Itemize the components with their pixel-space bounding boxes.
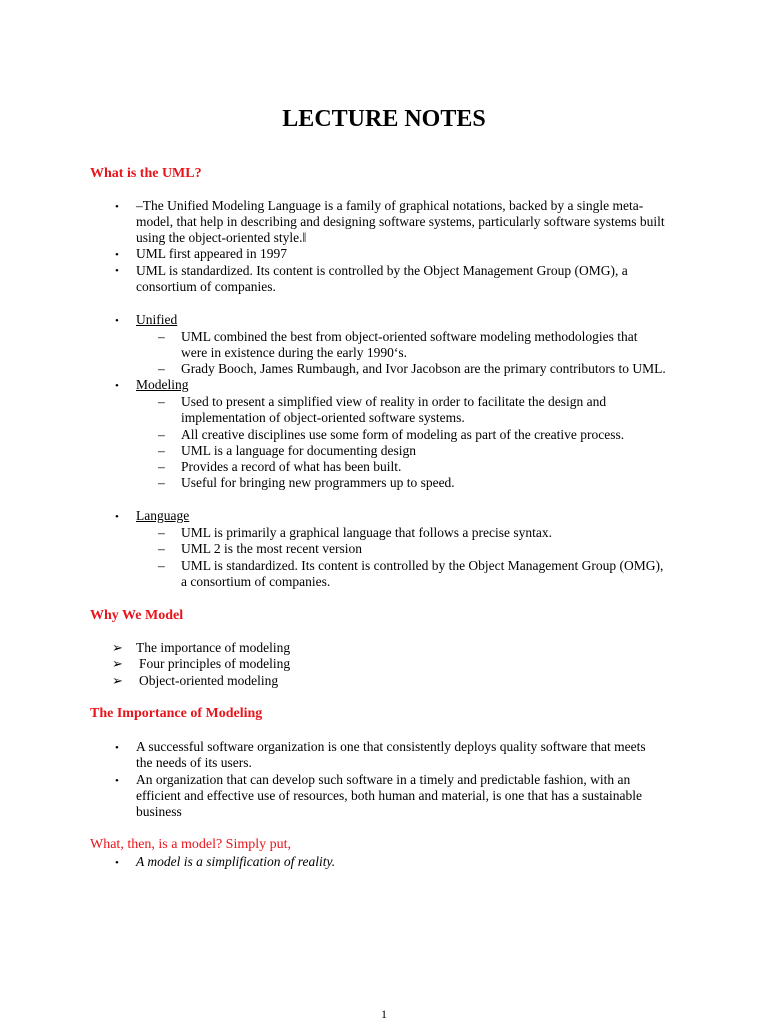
bullet-icon: • [115,315,119,327]
language-item-3-line-1: UML is standardized. Its content is controlled by the Object Management Group (OMG), [181,558,664,573]
dash-icon: – [158,394,165,409]
language-item-2: UML 2 is the most recent version [181,541,362,556]
bullet-icon: • [115,511,119,523]
uml-bullet-3-line-1: UML is standardized. Its content is controlled by the Object Management Group (OMG), a [136,263,628,278]
section-heading-importance: The Importance of Modeling [90,706,263,721]
modeling-item-5: Useful for bringing new programmers up to speed. [181,475,455,490]
dash-icon: – [158,459,165,474]
dash-icon: – [158,558,165,573]
arrow-bullet-icon: ➢ [112,656,123,671]
unified-item-1-line-1: UML combined the best from object-oriented software modeling methodologies that [181,329,638,344]
bullet-icon: • [115,265,119,277]
importance-bullet-1-line-2: the needs of its users. [136,755,252,770]
modeling-item-1-line-2: implementation of object-oriented software systems. [181,410,465,425]
dash-icon: – [158,361,165,376]
dash-icon: – [158,427,165,442]
bullet-icon: • [115,249,119,261]
bullet-icon: • [115,742,119,754]
modeling-item-4: Provides a record of what has been built. [181,459,402,474]
modeling-label: Modeling [136,377,189,392]
language-label: Language [136,508,190,523]
uml-bullet-1-line-1: –The Unified Modeling Language is a family of graphical notations, backed by a single meta- [136,198,644,213]
language-item-3-line-2: a consortium of companies. [181,574,331,589]
dash-icon: – [158,525,165,540]
why-item-2: Four principles of modeling [139,656,291,671]
page-title: LECTURE NOTES [282,106,486,132]
bullet-icon: • [115,201,119,213]
dash-icon: – [158,443,165,458]
uml-bullet-1-line-3: using the object-oriented style.‖ [136,230,307,245]
importance-bullet-2-line-2: efficient and effective use of resources, both human and material, is one that has a sustainable [136,788,642,803]
uml-bullet-1-line-2: model, that help in describing and designing software systems, particularly software systems built [136,214,665,229]
page-number: 1 [381,1007,387,1021]
section-heading-why: Why We Model [90,608,184,623]
uml-bullet-3-line-2: consortium of companies. [136,279,276,294]
unified-item-2: Grady Booch, James Rumbaugh, and Ivor Jacobson are the primary contributors to UML. [181,361,666,376]
arrow-bullet-icon: ➢ [112,673,123,688]
bullet-icon: • [115,857,119,869]
model-definition: A model is a simplification of reality. [136,854,336,869]
arrow-bullet-icon: ➢ [112,640,123,655]
modeling-item-2: All creative disciplines use some form of modeling as part of the creative process. [181,427,625,442]
bullet-icon: • [115,775,119,787]
model-intro: What, then, is a model? Simply put, [90,837,292,852]
dash-icon: – [158,541,165,556]
modeling-item-3: UML is a language for documenting design [181,443,416,458]
importance-bullet-1-line-1: A successful software organization is one that consistently deploys quality software that meets [136,739,646,754]
language-item-1: UML is primarily a graphical language that follows a precise syntax. [181,525,553,540]
unified-item-1-line-2: were in existence during the early 1990‘s. [181,345,408,360]
modeling-item-1-line-1: Used to present a simplified view of reality in order to facilitate the design and [181,394,607,409]
uml-bullet-2: UML first appeared in 1997 [136,246,287,261]
bullet-icon: • [115,380,119,392]
dash-icon: – [158,329,165,344]
importance-bullet-2-line-1: An organization that can develop such software in a timely and predictable fashion, with an [136,772,631,787]
importance-bullet-2-line-3: business [136,804,182,819]
section-heading-uml: What is the UML? [90,166,202,181]
why-item-1: The importance of modeling [136,640,291,655]
dash-icon: – [158,475,165,490]
unified-label: Unified [136,312,178,327]
why-item-3: Object-oriented modeling [139,673,279,688]
